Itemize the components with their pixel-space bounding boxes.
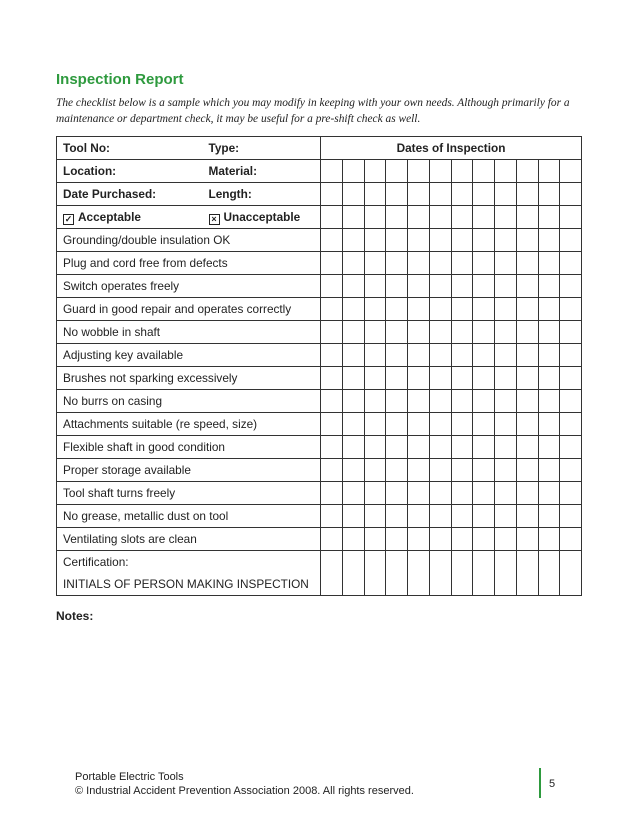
date-cell[interactable] — [473, 275, 495, 298]
date-cell[interactable] — [516, 252, 538, 275]
date-cell[interactable] — [364, 505, 386, 528]
checklist-row — [57, 298, 582, 321]
date-cell[interactable] — [538, 252, 560, 275]
date-cell[interactable] — [408, 436, 430, 459]
date-cell[interactable] — [364, 482, 386, 505]
length-field[interactable]: Length: — [203, 183, 321, 206]
date-cell[interactable] — [516, 321, 538, 344]
date-cell[interactable] — [429, 367, 451, 390]
date-cell[interactable] — [321, 321, 343, 344]
date-cell[interactable] — [429, 505, 451, 528]
date-cell[interactable] — [408, 275, 430, 298]
date-cell[interactable] — [364, 413, 386, 436]
date-cell[interactable] — [560, 367, 582, 390]
date-cell[interactable] — [408, 367, 430, 390]
date-cell[interactable] — [495, 252, 517, 275]
date-cell[interactable] — [429, 183, 451, 206]
material-field[interactable]: Material: — [203, 160, 321, 183]
acceptable-label: Acceptable — [78, 210, 141, 224]
page-title: Inspection Report — [56, 71, 184, 88]
date-cell[interactable] — [516, 482, 538, 505]
date-cell[interactable] — [408, 344, 430, 367]
date-cell[interactable] — [321, 459, 343, 482]
date-cell[interactable] — [321, 505, 343, 528]
date-cell[interactable] — [473, 413, 495, 436]
checklist-item: Flexible shaft in good condition — [57, 436, 321, 459]
date-cell[interactable] — [516, 505, 538, 528]
date-cell[interactable] — [538, 344, 560, 367]
date-cell[interactable] — [408, 413, 430, 436]
checklist-item: No grease, metallic dust on tool — [57, 505, 321, 528]
date-cell[interactable] — [516, 275, 538, 298]
date-cell[interactable] — [495, 436, 517, 459]
date-cell[interactable] — [408, 252, 430, 275]
date-cell[interactable] — [560, 436, 582, 459]
date-cell[interactable] — [364, 321, 386, 344]
date-cell[interactable] — [321, 298, 343, 321]
checklist-row — [57, 275, 582, 298]
date-cell[interactable] — [386, 367, 408, 390]
date-cell[interactable] — [473, 528, 495, 551]
date-cell[interactable] — [495, 482, 517, 505]
date-cell[interactable] — [408, 206, 430, 229]
location-row — [57, 160, 582, 183]
date-cell[interactable] — [429, 436, 451, 459]
date-cell[interactable] — [429, 298, 451, 321]
date-cell[interactable] — [473, 206, 495, 229]
date-cell[interactable] — [386, 528, 408, 551]
checklist-item: Plug and cord free from defects — [57, 252, 321, 275]
type-field[interactable]: Type: — [203, 137, 321, 160]
date-cell[interactable] — [364, 160, 386, 183]
date-cell[interactable] — [451, 459, 473, 482]
status-row — [57, 206, 582, 229]
date-cell[interactable] — [321, 252, 343, 275]
date-cell[interactable] — [560, 528, 582, 551]
date-cell[interactable] — [451, 252, 473, 275]
date-cell[interactable] — [451, 275, 473, 298]
date-cell[interactable] — [408, 390, 430, 413]
date-cell[interactable] — [386, 229, 408, 252]
checklist-item: Proper storage available — [57, 459, 321, 482]
date-cell[interactable] — [364, 390, 386, 413]
checklist-item: Adjusting key available — [57, 344, 321, 367]
checklist-row — [57, 344, 582, 367]
date-cell[interactable] — [321, 206, 343, 229]
date-cell[interactable] — [451, 321, 473, 344]
date-cell[interactable] — [560, 390, 582, 413]
notes-label: Notes: — [56, 609, 94, 623]
date-cell[interactable] — [386, 275, 408, 298]
location-field[interactable]: Location: — [57, 160, 203, 183]
date-cell[interactable] — [364, 528, 386, 551]
date-cell[interactable] — [342, 252, 364, 275]
checklist-item: Tool shaft turns freely — [57, 482, 321, 505]
checklist-row — [57, 367, 582, 390]
date-cell[interactable] — [386, 160, 408, 183]
date-cell[interactable] — [473, 252, 495, 275]
checklist-item: Guard in good repair and operates correctly — [57, 298, 321, 321]
date-cell[interactable] — [342, 321, 364, 344]
date-cell[interactable] — [321, 528, 343, 551]
date-cell[interactable] — [560, 505, 582, 528]
date-cell[interactable] — [473, 298, 495, 321]
date-cell[interactable] — [386, 390, 408, 413]
date-cell[interactable] — [342, 206, 364, 229]
initials-cell[interactable] — [364, 551, 386, 596]
date-cell[interactable] — [408, 528, 430, 551]
initials-cell[interactable] — [538, 551, 560, 596]
date-cell[interactable] — [451, 528, 473, 551]
checklist-row — [57, 390, 582, 413]
date-cell[interactable] — [364, 436, 386, 459]
checklist-row — [57, 459, 582, 482]
date-cell[interactable] — [516, 206, 538, 229]
date-cell[interactable] — [429, 252, 451, 275]
checklist-item: Brushes not sparking excessively — [57, 367, 321, 390]
date-cell[interactable] — [495, 229, 517, 252]
date-cell[interactable] — [321, 160, 343, 183]
date-cell[interactable] — [429, 459, 451, 482]
initials-cell[interactable] — [495, 551, 517, 596]
date-cell[interactable] — [364, 344, 386, 367]
date-cell[interactable] — [408, 229, 430, 252]
date-cell[interactable] — [429, 160, 451, 183]
date-cell[interactable] — [342, 482, 364, 505]
page-number: 5 — [549, 778, 556, 790]
date-cell[interactable] — [560, 206, 582, 229]
date-cell[interactable] — [516, 344, 538, 367]
checklist-row — [57, 505, 582, 528]
date-cell[interactable] — [538, 528, 560, 551]
date-cell[interactable] — [516, 183, 538, 206]
date-cell[interactable] — [451, 298, 473, 321]
date-cell[interactable] — [429, 528, 451, 551]
checklist-row — [57, 229, 582, 252]
date-cell[interactable] — [516, 436, 538, 459]
date-cell[interactable] — [516, 367, 538, 390]
date-cell[interactable] — [538, 390, 560, 413]
date-cell[interactable] — [342, 344, 364, 367]
date-cell[interactable] — [538, 275, 560, 298]
date-cell[interactable] — [560, 482, 582, 505]
date-cell[interactable] — [321, 229, 343, 252]
date-cell[interactable] — [342, 275, 364, 298]
date-cell[interactable] — [495, 321, 517, 344]
initials-cell[interactable] — [473, 551, 495, 596]
date-cell[interactable] — [473, 459, 495, 482]
initials-cell[interactable] — [386, 551, 408, 596]
date-cell[interactable] — [495, 413, 517, 436]
date-cell[interactable] — [451, 413, 473, 436]
initials-cell[interactable] — [451, 551, 473, 596]
date-cell[interactable] — [473, 229, 495, 252]
date-cell[interactable] — [473, 321, 495, 344]
footer-title: Portable Electric Tools — [75, 771, 184, 783]
date-cell[interactable] — [342, 390, 364, 413]
footer-copyright: © Industrial Accident Prevention Association 2008. All rights reserved. — [75, 785, 414, 797]
date-cell[interactable] — [429, 321, 451, 344]
date-cell[interactable] — [495, 505, 517, 528]
checklist-row — [57, 482, 582, 505]
date-cell[interactable] — [560, 252, 582, 275]
date-cell[interactable] — [495, 390, 517, 413]
date-cell[interactable] — [538, 459, 560, 482]
date-cell[interactable] — [429, 275, 451, 298]
initials-cell[interactable] — [321, 551, 343, 596]
date-cell[interactable] — [538, 505, 560, 528]
date-cell[interactable] — [386, 436, 408, 459]
date-cell[interactable] — [516, 160, 538, 183]
date-cell[interactable] — [451, 482, 473, 505]
date-cell[interactable] — [560, 298, 582, 321]
date-cell[interactable] — [364, 275, 386, 298]
date-cell[interactable] — [364, 183, 386, 206]
date-cell[interactable] — [495, 459, 517, 482]
certification-label: Certification: — [63, 555, 129, 569]
date-cell[interactable] — [321, 390, 343, 413]
date-cell[interactable] — [473, 436, 495, 459]
date-cell[interactable] — [473, 367, 495, 390]
date-cell[interactable] — [495, 298, 517, 321]
checklist-item: No burrs on casing — [57, 390, 321, 413]
date-cell[interactable] — [321, 436, 343, 459]
date-cell[interactable] — [560, 275, 582, 298]
date-cell[interactable] — [451, 505, 473, 528]
unacceptable-label: Unacceptable — [223, 210, 301, 224]
date-cell[interactable] — [342, 528, 364, 551]
date-cell[interactable] — [451, 160, 473, 183]
date-cell[interactable] — [538, 160, 560, 183]
checklist-item: Switch operates freely — [57, 275, 321, 298]
dates-of-inspection-heading: Dates of Inspection — [321, 137, 582, 160]
date-cell[interactable] — [364, 459, 386, 482]
date-cell[interactable] — [342, 436, 364, 459]
date-cell[interactable] — [429, 482, 451, 505]
date-cell[interactable] — [386, 505, 408, 528]
date-cell[interactable] — [386, 344, 408, 367]
date-cell[interactable] — [538, 367, 560, 390]
checklist-row — [57, 528, 582, 551]
tool-no-field[interactable]: Tool No: — [57, 137, 203, 160]
date-cell[interactable] — [495, 528, 517, 551]
date-cell[interactable] — [321, 275, 343, 298]
intro-text: The checklist below is a sample which you may modify in keeping with your own needs. Although primarily for a maintenance or department check, it may be useful for a pre-shift check as well. — [56, 97, 570, 125]
date-cell[interactable] — [473, 160, 495, 183]
date-cell[interactable] — [386, 459, 408, 482]
date-cell[interactable] — [560, 160, 582, 183]
date-cell[interactable] — [386, 321, 408, 344]
checklist-row — [57, 321, 582, 344]
date-cell[interactable] — [342, 413, 364, 436]
date-cell[interactable] — [495, 183, 517, 206]
date-cell[interactable] — [342, 298, 364, 321]
date-cell[interactable] — [473, 505, 495, 528]
date-cell[interactable] — [560, 183, 582, 206]
checklist-item: Attachments suitable (re speed, size) — [57, 413, 321, 436]
date-cell[interactable] — [408, 160, 430, 183]
date-cell[interactable] — [538, 321, 560, 344]
date-cell[interactable] — [451, 206, 473, 229]
date-cell[interactable] — [386, 183, 408, 206]
date-cell[interactable] — [473, 390, 495, 413]
initials-cell[interactable] — [429, 551, 451, 596]
certification-row — [57, 551, 582, 596]
date-cell[interactable] — [538, 183, 560, 206]
date-cell[interactable] — [321, 367, 343, 390]
date-cell[interactable] — [342, 229, 364, 252]
date-cell[interactable] — [538, 206, 560, 229]
date-cell[interactable] — [473, 482, 495, 505]
date-cell[interactable] — [560, 413, 582, 436]
checklist-row — [57, 252, 582, 275]
initials-cell[interactable] — [408, 551, 430, 596]
date-cell[interactable] — [408, 505, 430, 528]
date-cell[interactable] — [495, 275, 517, 298]
date-cell[interactable] — [451, 390, 473, 413]
date-cell[interactable] — [321, 183, 343, 206]
date-cell[interactable] — [408, 321, 430, 344]
date-cell[interactable] — [451, 436, 473, 459]
date-cell[interactable] — [408, 482, 430, 505]
date-cell[interactable] — [538, 436, 560, 459]
date-cell[interactable] — [560, 321, 582, 344]
date-cell[interactable] — [560, 344, 582, 367]
certification-cell — [57, 551, 321, 596]
date-cell[interactable] — [538, 482, 560, 505]
date-cell[interactable] — [538, 229, 560, 252]
date-cell[interactable] — [429, 344, 451, 367]
date-cell[interactable] — [321, 344, 343, 367]
date-cell[interactable] — [408, 459, 430, 482]
date-cell[interactable] — [495, 160, 517, 183]
date-cell[interactable] — [342, 160, 364, 183]
checklist-row — [57, 436, 582, 459]
date-cell[interactable] — [516, 528, 538, 551]
date-cell[interactable] — [451, 344, 473, 367]
date-cell[interactable] — [429, 206, 451, 229]
date-cell[interactable] — [364, 206, 386, 229]
date-cell[interactable] — [495, 206, 517, 229]
date-cell[interactable] — [560, 229, 582, 252]
initials-cell[interactable] — [342, 551, 364, 596]
initials-cell[interactable] — [560, 551, 582, 596]
date-cell[interactable] — [342, 459, 364, 482]
checklist-item: Ventilating slots are clean — [57, 528, 321, 551]
date-cell[interactable] — [342, 505, 364, 528]
date-cell[interactable] — [364, 298, 386, 321]
date-cell[interactable] — [364, 229, 386, 252]
date-cell[interactable] — [386, 252, 408, 275]
date-cell[interactable] — [386, 298, 408, 321]
header-row — [57, 137, 582, 160]
date-cell[interactable] — [364, 252, 386, 275]
checked-box-icon[interactable]: ✓ — [64, 214, 73, 224]
unacceptable-option[interactable] — [203, 206, 321, 229]
date-cell[interactable] — [408, 298, 430, 321]
date-cell[interactable] — [342, 367, 364, 390]
checklist-item: Grounding/double insulation OK — [57, 229, 321, 252]
date-cell[interactable] — [495, 367, 517, 390]
footer-divider — [539, 768, 541, 798]
date-cell[interactable] — [386, 206, 408, 229]
inspection-table — [56, 136, 582, 597]
date-cell[interactable] — [429, 390, 451, 413]
date-cell[interactable] — [516, 390, 538, 413]
footer — [75, 770, 414, 798]
initials-cell[interactable] — [516, 551, 538, 596]
date-cell[interactable] — [473, 183, 495, 206]
date-cell[interactable] — [473, 344, 495, 367]
purchase-row — [57, 183, 582, 206]
date-cell[interactable] — [429, 413, 451, 436]
date-cell[interactable] — [538, 413, 560, 436]
date-cell[interactable] — [386, 413, 408, 436]
crossed-box-icon[interactable]: × — [209, 214, 220, 225]
date-cell[interactable] — [560, 459, 582, 482]
date-cell[interactable] — [516, 413, 538, 436]
date-cell[interactable] — [516, 229, 538, 252]
date-cell[interactable] — [516, 459, 538, 482]
date-cell[interactable] — [386, 482, 408, 505]
checklist-item: No wobble in shaft — [57, 321, 321, 344]
date-cell[interactable] — [516, 298, 538, 321]
acceptable-option[interactable] — [57, 206, 203, 229]
date-cell[interactable] — [408, 183, 430, 206]
date-cell[interactable] — [495, 344, 517, 367]
date-cell[interactable] — [364, 367, 386, 390]
date-cell[interactable] — [342, 183, 364, 206]
date-cell[interactable] — [321, 482, 343, 505]
initials-label: INITIALS OF PERSON MAKING INSPECTION — [63, 577, 309, 591]
date-cell[interactable] — [451, 367, 473, 390]
date-cell[interactable] — [538, 298, 560, 321]
date-purchased-field[interactable]: Date Purchased: — [57, 183, 203, 206]
date-cell[interactable] — [321, 413, 343, 436]
checklist-row — [57, 413, 582, 436]
date-cell[interactable] — [451, 183, 473, 206]
date-cell[interactable] — [451, 229, 473, 252]
date-cell[interactable] — [429, 229, 451, 252]
